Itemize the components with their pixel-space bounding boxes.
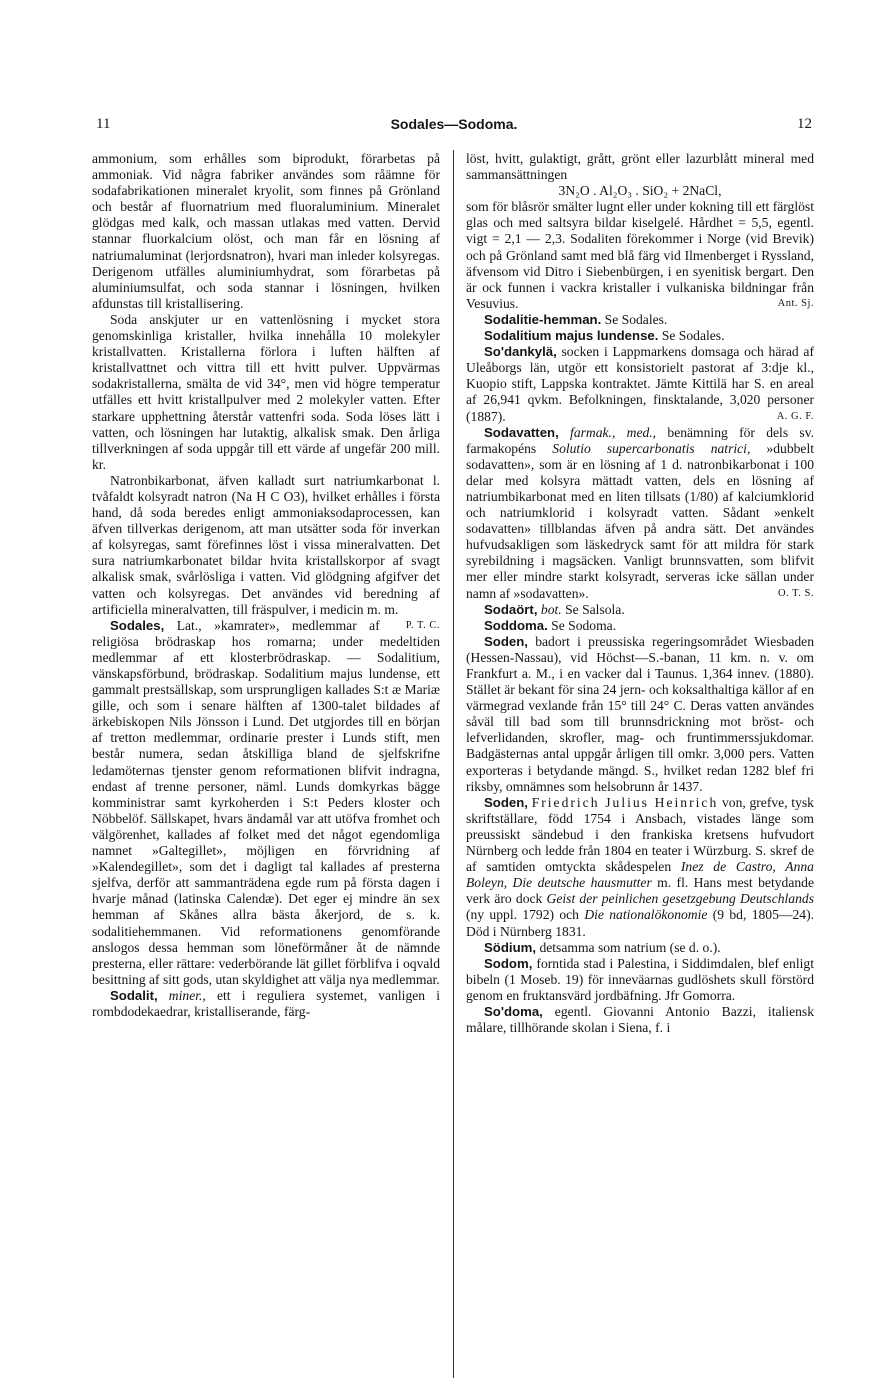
soden2-works-3: Die nationalökonomie [584,907,708,923]
headword-soden-2: Soden, [484,794,528,810]
soden2-text-3: (ny uppl. 1792) och [466,907,579,923]
soda-paragraph-1: ammonium, som erhålles som biprodukt, förarbetas på ammoniak. Vid några fabriker användes som råämne för sodafabrikationen mineralet kryolit, som finnes på Grönland och består af fluornatrium med fluoraluminium. Mineralet glödgas med kalk, och massan utlakas med vatten. Dervid stannar fluorkalcium olöst, och man får en lösning af natriumaluminat (lerjordsnatron), hvari man inleder kolsyregas. Derigenom utfälles aluminiumhydrat, som förarbetas på aluminiumsulfat, och soda stannar i lösningen, hvilken afdunstas till kristallisering. [92,151,440,311]
headword-sodom: Sodom, [484,955,533,971]
soden2-text-4: (9 bd, 1805—24). Död i Nürnberg 1831. [466,907,814,939]
headword-sodalit: Sodalit, [110,987,158,1003]
soden-person-name: Friedrich Julius Heinrich [531,794,719,810]
author-signature: O. T. S. [778,587,814,599]
author-signature: Ant. Sj. [777,297,814,309]
entry-soddoma [466,618,814,634]
entry-sodalitium [466,328,814,344]
sodium-text: detsamma som natrium (se d. o.). [539,939,721,955]
soden2-text-1: von, grefve, tysk skriftställare, född 1754 i Ansbach, vistades länge som preussiskt sändebud i den frankiska kretsens hufvudort Nürnberg och ledde från 1804 en teater i Würzburg. S. skref de af samtiden omtyckta skådespelen [466,794,814,875]
headword-soddoma: Soddoma. [484,617,548,633]
cross-reference: Se Sodales. [661,328,725,344]
sodalit-continuation: löst, hvitt, gulaktigt, grått, grönt eller lazurblått mineral med sammansättningen [466,151,814,183]
headword-sodalitie-hemman: Sodalitie-hemman. [484,311,602,327]
entry-sodavatten [466,425,814,602]
cross-reference: Se Salsola. [565,601,625,617]
headword-sodavatten: Sodavatten, [484,424,559,440]
sodalit-text: ett i reguliera systemet, vanligen i rombdodekaedrar, kristalliserande, färg- [92,987,441,1019]
left-column [92,151,440,1020]
author-signature: P. T. C. [405,619,440,631]
entry-sodales [92,618,440,988]
soda-paragraph-2: Soda anskjuter ur en vattenlösning i mycket stora genomskinliga kristaller, hvilka innehålla 10 molekyler kristallvatten. Kristallerna förlora i luften hälften af kristallvattnet och vittra till ett hvitt pulver. Uppvärmas sodakristallerna, smälta de vid 34°, men vid högre temperatur utfälles ett hvitt kristallpulver med 2 molekyler vatten. Efter starkare upphettning återstår vattenfri soda. Soda löses lätt i vatten, och lösningen har lutaktig, alkalisk smak. Den årliga tillverkningen af soda uppgår till ett värde af ungefär 200 mill. kr. [92,311,440,472]
headword-sodales: Sodales, [110,617,165,633]
headword-soden: Soden, [484,633,528,649]
column-divider [453,150,454,1378]
soden-text: badort i preussiska regeringsområdet Wiesbaden (Hessen-Nassau), vid Höchst—S.-banan, 11 km. n. v. om Frankfurt a. M., i en vacker dal i Taunus. 1,364 innev. (1880). Stället är bekant för sina 24 jern- och koksalthaltiga källor af en värmegrad vexlande från 15° till 24° C. Deras vatten användes såväl till bad som till brunnsdrickning mot bröst- och lefverlidanden, skrofler, mag- och fruntimmerssjukdomar. Badgästernas antal uppgår årligen till omkr. 3,000 pers. Vatten exporteras i betydande mängd. S., hvilket redan 1282 blef fri riksby, omnämnes som helsobrunn år 1437. [466,633,814,794]
entry-soden-person [466,795,814,940]
sodom-text: forntida stad i Palestina, i Siddimdalen, blef enligt bibeln (1 Moseb. 19) för inneväarnas gudlöshets skull förstörd genom en fruktansvärd jordbäfning. Jfr Gomorra. [466,955,814,1003]
headword-sodoma: So'doma, [484,1003,543,1019]
headword-sodaort: Sodaört, [484,601,538,617]
running-title: Sodales—Sodoma. [390,116,518,132]
entry-sodalitie-hemman [466,312,814,328]
abbr-farmak: farmak., med., [570,424,657,440]
entry-sodium [466,940,814,956]
entry-sodoma [466,1004,814,1036]
sodalit-continuation-2 [466,199,814,312]
sodavatten-text-2: »dubbelt sodavatten», som är en lösning af 1 d. natronbikarbonat i 100 delar med kolsyra mättadt vatten, dels en lösning af natriumbikarbonat med en liten tillsats (1/80) af kalciumklorid och natriumklorid i kolsyradt vatten. Sådant »enkelt sodavatten» tillblandas äfven på andra sätt. Det användes hufvudsakligen som läskedryck samt för att mildra för stark syrebildning i magsäcken. Vanligt brunnsvatten, som blifvit mer eller mindre starkt kolsyradt, serveras icke sällan under namn af »sodavatten». [466,440,814,601]
sodavatten-latin: Solutio supercarbonatis natrici, [552,440,751,456]
entry-soden-badort [466,634,814,795]
headword-sodalitium: Sodalitium majus lundense. [484,328,659,344]
entry-sodalit [92,988,440,1020]
entry-sodom [466,956,814,1004]
page-number-right: 12 [797,116,812,132]
abbr-lat: Lat., [176,617,202,633]
sodalit-cont2-text: som för blåsrör smälter lugnt eller under kokning till ett färglöst glas och med saltsyra bildar kiselgelé. Hårdhet = 5,5, egentl. vigt = 2,1 — 2,3. Sodaliten förekommer i Norge (vid Brevik) och på Grönland samt med blå färg vid Ilmenberget i Ryssland, äfvensom vid Ditro i Siebenbürgen, i en syenitisk bergart. Den är ock funnen i vackra kristaller i vulkaniska bildningar från Vesuvius. [466,199,814,311]
author-signature: A. G. F. [776,410,814,422]
page-number-left: 11 [96,116,111,132]
right-column [466,151,814,1036]
sodoma-text: egentl. Giovanni Antonio Bazzi, italiensk målare, tillhörande skolan i Siena, f. i [466,1003,814,1036]
headword-sodankyla: So'dankylä, [484,344,557,360]
entry-sodaort [466,602,814,618]
soden2-text-2: m. fl. Hans mest betydande verk äro dock [466,875,814,907]
sodankyla-text: socken i Lappmarkens domsaga och härad af Uleåborgs län, utgör ett konsistorielt pastorat af 3:dje kl., Kuopio stift, Lappska kontraktet. Jämte Kittilä har S. en areal af 26,941 qvkm. Befolkningen, finsktalande, 3,020 personer (1887). [466,344,814,424]
entry-sodankyla [466,344,814,424]
headword-sodium: Södium, [484,939,537,955]
abbr-miner: miner., [168,987,206,1003]
chemical-formula: 3N₂O . Al₂O₃ . SiO₂ + 2NaCl, [558,183,722,199]
sodales-text: »kamrater», medlemmar af religiösa brödraskap hos romarna; under medeltiden medlemmar af ett klosterbrödraskap. — Sodalitium, vänskapsförbund, brödraskap. Sodalitium majus lundense, ett gammalt prestsällskap, som ursprungligen kallades S:t æ Mariæ gille, och som i senare hälften af 1300-talet bildades af ärkebiskopen Nils Jönsson i Lund. Det utgjordes till en början af tretton medlemmar, ordinarie prester i Lunds stift, men består numera, sedan åtskilliga bland de sjelfskrifne ledamöternas tjenster genom reformationen blifvit indragna, endast af trenne personer, näml. Lunds domkyrkas bägge komministrar samt kyrkoherden i S:t Peders kloster och Nöbbelöf. Sällskapet, hvars ändamål var att utöfva fromhet och välgörenhet, kallades af folket med det något egendomliga namnet »Galtegillet», möjligen en förvridning af »Kalendegillet», som det i dagligt tal kallades af presterna sjelfva, derför att sammanträdena egde rum på första dagen i hvarje månad (latinska Calendæ). Det eger ej mindre än sex hemman af Skånes allra bästa åkerjord, de s. k. sodalitiehemmanen. Vid reformationens genomförande anslogos dessa hemman som löneförmåner åt de nämnde presterna, eller rättare: vederbörande lät gillet förblifva i oqvald besittning af sitt gods, utan skyldighet att välja nya medlemmar. [92,617,440,987]
page-header [96,116,812,138]
soden2-works-2: Geist der peinlichen gesetzgebung Deutschlands [546,891,814,907]
cross-reference: Se Sodoma. [551,617,617,633]
soden2-works-1: Inez de Castro, Anna Boleyn, Die deutsche hausmutter [466,859,814,891]
sodavatten-text-1: benämning för dels sv. farmakopéns [466,424,815,456]
natronbikarbonat-text: Natronbikarbonat, äfven kalladt surt natriumkarbonat l. tvåfaldt kolsyradt natron (Na H C O3), hvilket erhålles i första hand, då soda beredes enligt ammoniaksodaprocessen, kan äfven tillverkas derigenom, att man utsätter soda för inverkan af kolsyregas, samt förefinnes löst i vissa mineralvatten. Det sura natriumkarbonatet bildar hvita kristallskorpor af svagt alkalisk smak, svårlösliga i vatten. Vid glödgning afgifver det vatten och kolsyregas. Det användes vid beredning af artificiella mineralvatten, till fräspulver, i medicin m. m. [92,472,440,617]
abbr-bot: bot. [540,601,562,617]
cross-reference: Se Sodales. [604,311,668,327]
